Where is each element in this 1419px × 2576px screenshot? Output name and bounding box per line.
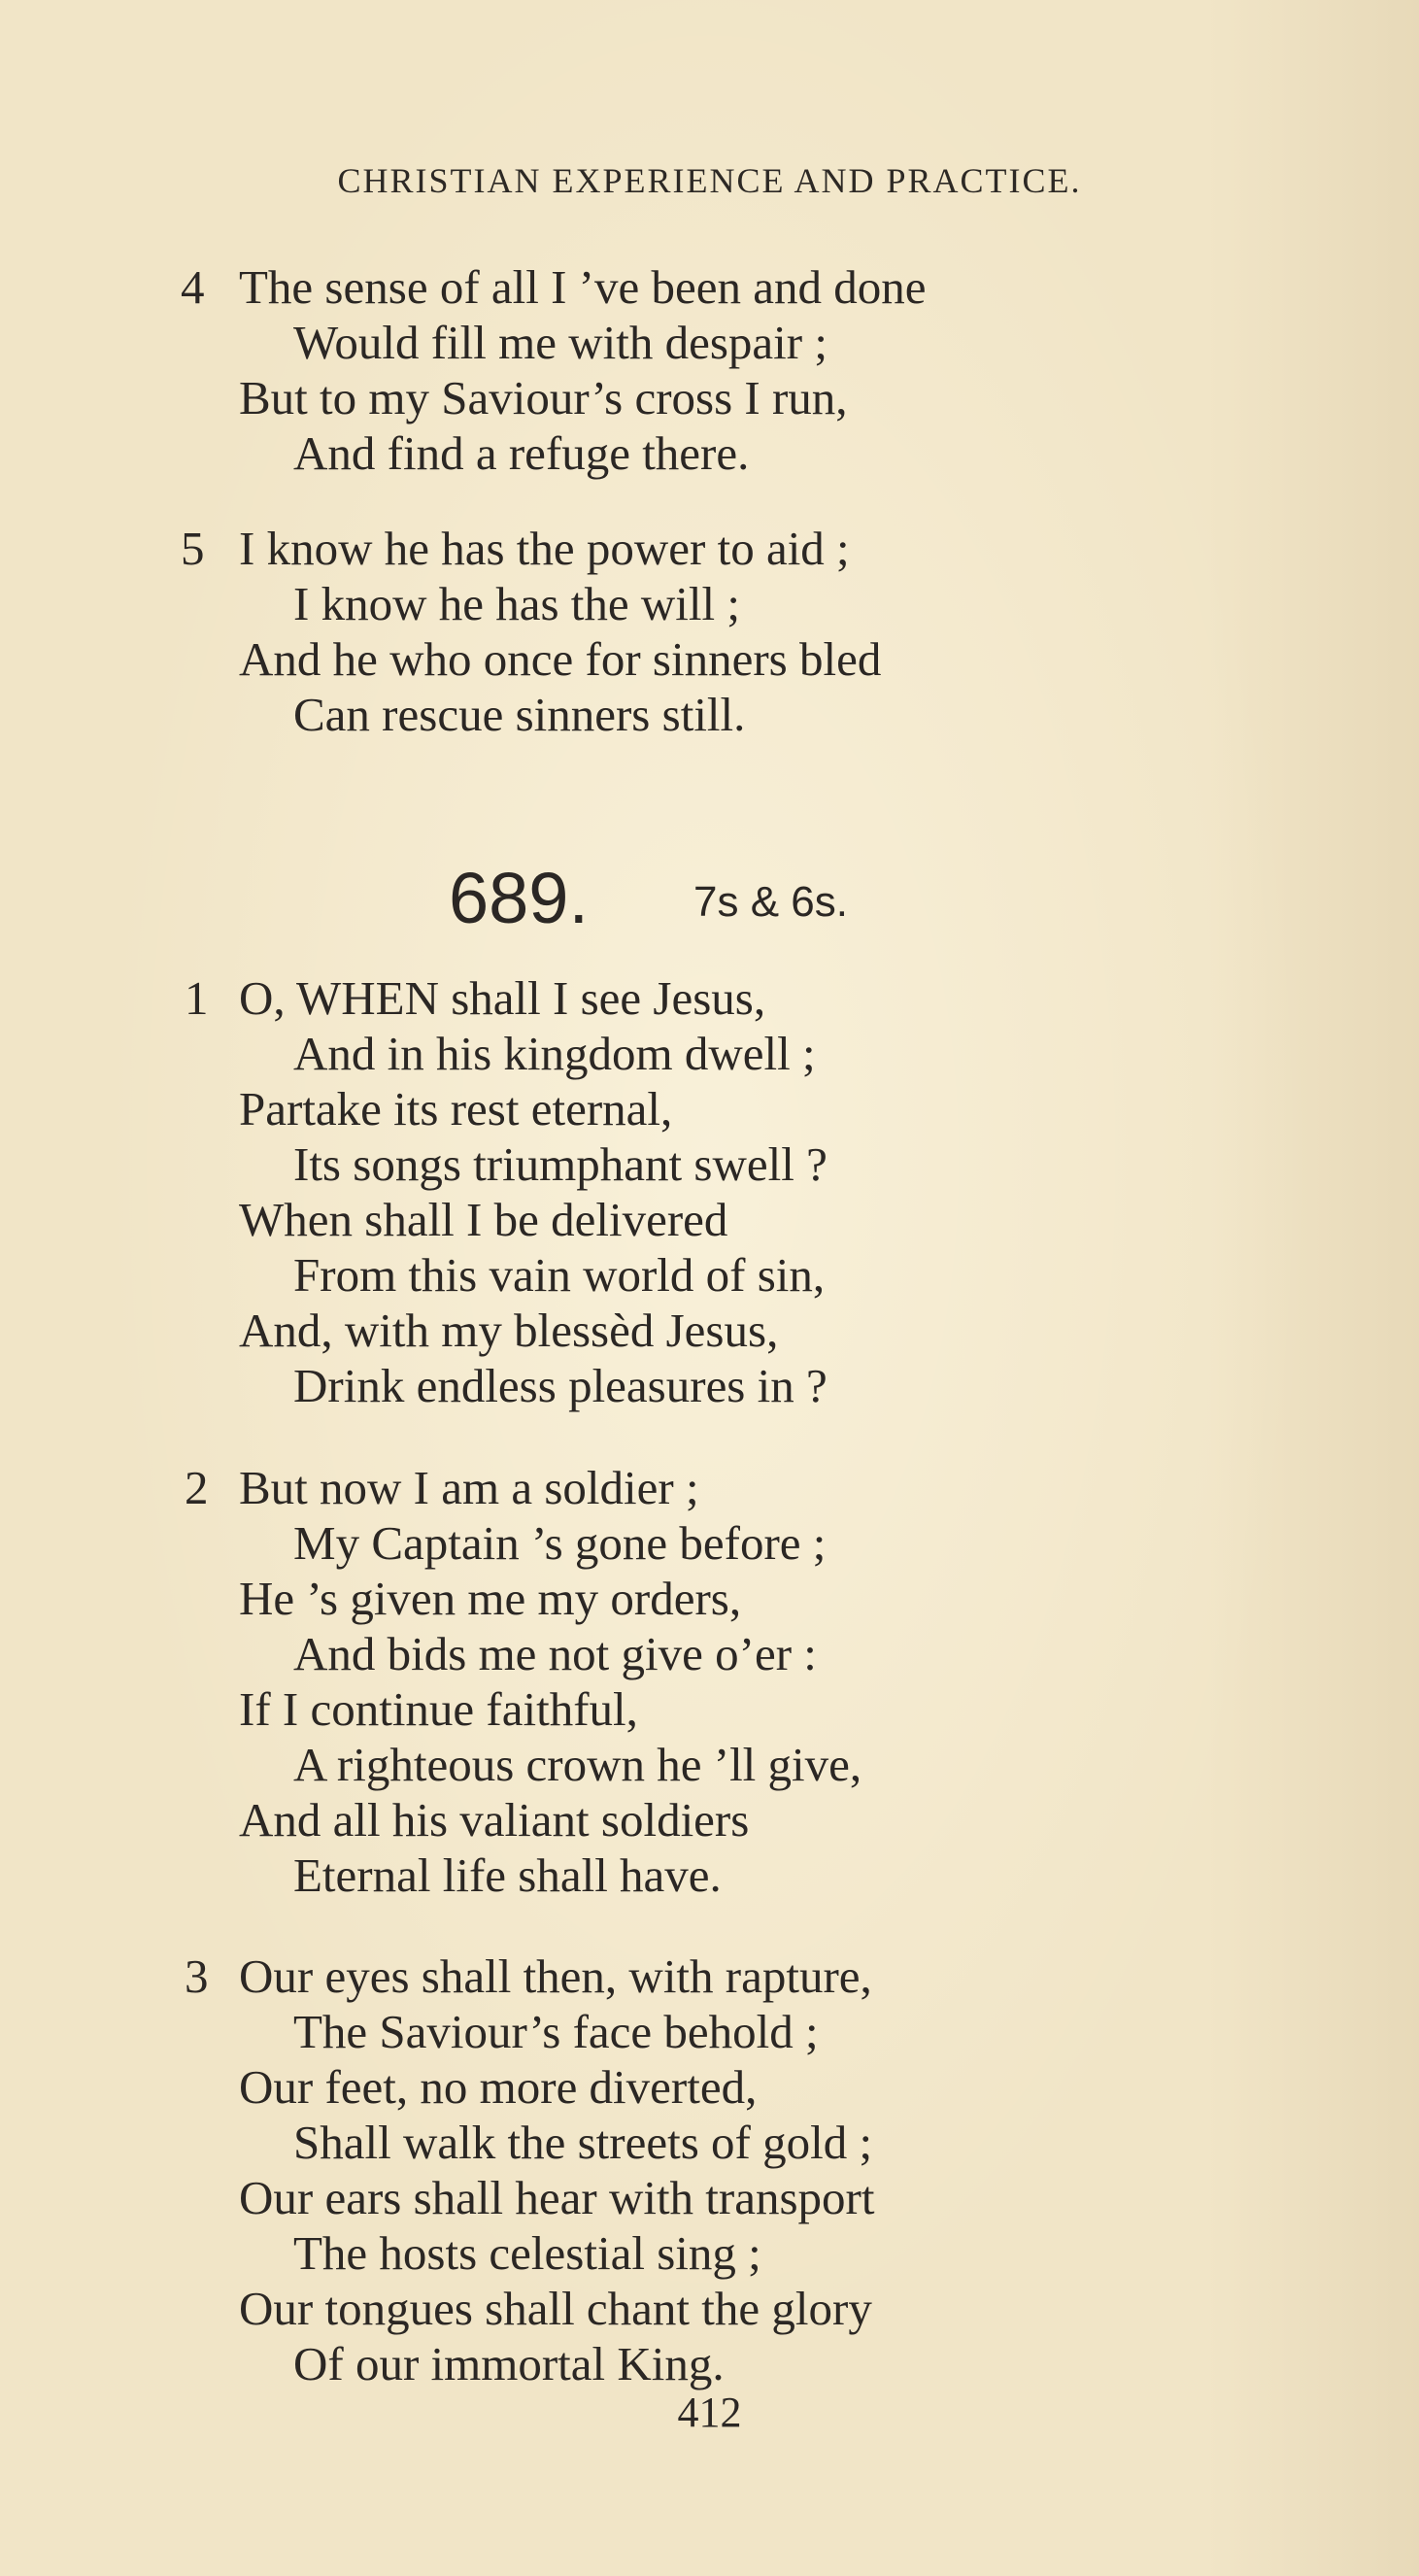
verse-line: Drink endless pleasures in ? (293, 1359, 828, 1412)
verse-line: And he who once for sinners bled (239, 632, 882, 686)
verse-line: When shall I be delivered (239, 1193, 728, 1246)
verse-line: Our ears shall hear with transport (239, 2171, 875, 2224)
verse-line: Eternal life shall have. (293, 1848, 722, 1902)
verse-line: Our eyes shall then, with rapture, (239, 1949, 872, 2003)
verse-number: 4 (181, 260, 205, 314)
verse-line: Our tongues shall chant the glory (239, 2282, 872, 2335)
verse-line: The sense of all I ’ve been and done (239, 260, 927, 314)
verse-line: A righteous crown he ’ll give, (293, 1738, 862, 1791)
verse-line: Partake its rest eternal, (239, 1082, 673, 1135)
running-head: CHRISTIAN EXPERIENCE AND PRACTICE. (337, 161, 1082, 200)
verse-number: 5 (181, 522, 205, 575)
verse-line: From this vain world of sin, (293, 1248, 826, 1302)
verse-line: My Captain ’s gone before ; (293, 1516, 827, 1570)
verse-line: I know he has the power to aid ; (239, 522, 850, 575)
verse-line: I know he has the will ; (293, 577, 740, 630)
verse-line: And, with my blessèd Jesus, (239, 1304, 779, 1357)
verse-line: The Saviour’s face behold ; (293, 2005, 819, 2058)
hymn-meter: 7s & 6s. (693, 878, 848, 926)
verse-line: And find a refuge there. (293, 426, 750, 480)
verse-line: He ’s given me my orders, (239, 1572, 742, 1625)
verse-line: And bids me not give o’er : (293, 1627, 817, 1680)
hymn-number: 689. (449, 858, 590, 938)
verse-line: The hosts celestial sing ; (293, 2226, 761, 2280)
verse-line: Our feet, no more diverted, (239, 2060, 758, 2114)
page-number: 412 (677, 2389, 742, 2436)
verse-line: Would fill me with despair ; (293, 316, 828, 369)
verse-line: Its songs triumphant swell ? (293, 1137, 828, 1191)
verse-line: But to my Saviour’s cross I run, (239, 371, 848, 424)
verse-line: Can rescue sinners still. (293, 688, 746, 741)
verse-line: But now I am a soldier ; (239, 1461, 699, 1514)
verse-line: Of our immortal King. (293, 2337, 725, 2390)
verse-line: O, WHEN shall I see Jesus, (239, 971, 766, 1025)
verse-number: 1 (185, 971, 209, 1025)
verse-number: 3 (185, 1949, 209, 2003)
verse-line: Shall walk the streets of gold ; (293, 2116, 873, 2169)
verse-line: If I continue faithful, (239, 1682, 638, 1736)
verse-line: And in his kingdom dwell ; (293, 1027, 816, 1080)
verse-line: And all his valiant soldiers (239, 1793, 750, 1847)
verse-number: 2 (185, 1461, 209, 1514)
